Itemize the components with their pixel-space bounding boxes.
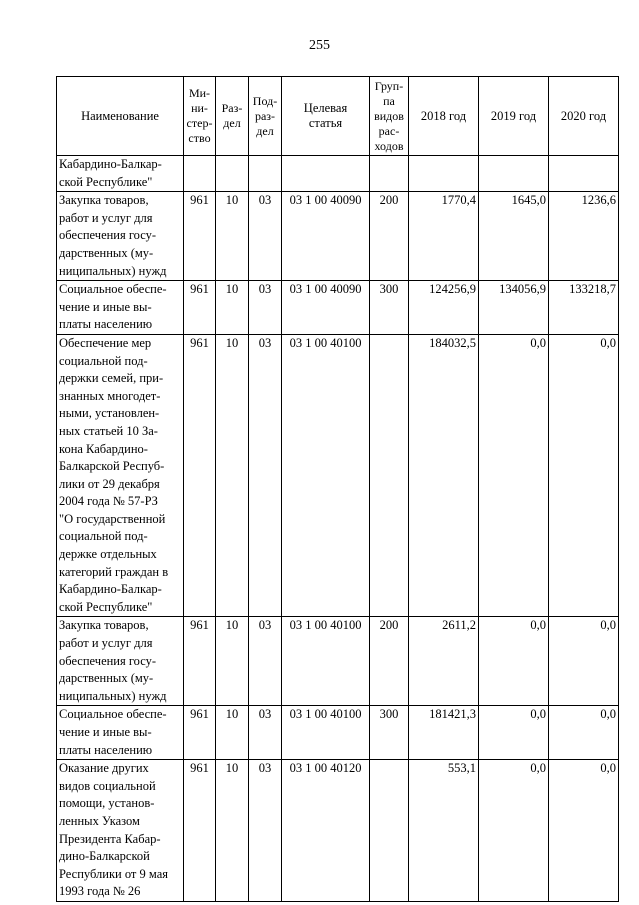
page-number: 255 [309,38,330,53]
cell-expense-group [370,156,409,192]
cell-2019 [479,156,549,192]
cell-2018 [409,156,479,192]
cell-section: 10 [216,760,249,902]
cell-name: Закупка товаров, работ и услуг для обеспечения госу- дарственных (му- ниципальных) нужд [57,192,184,281]
cell-2019: 0,0 [479,617,549,706]
cell-expense-group [370,760,409,902]
cell-subsection: 03 [249,281,282,335]
cell-2020: 133218,7 [549,281,619,335]
budget-table [56,76,619,902]
cell-target: 03 1 00 40100 [282,706,370,760]
cell-expense-group: 300 [370,706,409,760]
cell-2018: 553,1 [409,760,479,902]
cell-ministry: 961 [184,281,216,335]
cell-2019: 0,0 [479,706,549,760]
cell-target: 03 1 00 40090 [282,281,370,335]
cell-name: Социальное обеспе- чение и иные вы- платы населению [57,281,184,335]
cell-2018: 2611,2 [409,617,479,706]
cell-target: 03 1 00 40090 [282,192,370,281]
table-row [57,760,619,902]
cell-section: 10 [216,281,249,335]
cell-subsection: 03 [249,617,282,706]
cell-target [282,156,370,192]
table-row [57,281,619,335]
cell-ministry: 961 [184,706,216,760]
cell-2019: 0,0 [479,334,549,617]
cell-target: 03 1 00 40120 [282,760,370,902]
header-target: Целевая статья [282,77,370,156]
cell-expense-group: 200 [370,617,409,706]
cell-2018: 124256,9 [409,281,479,335]
table-header-row [57,77,619,156]
header-expense-group: Груп- па видов рас- ходов [370,77,409,156]
table-body [57,156,619,902]
cell-subsection: 03 [249,192,282,281]
cell-expense-group: 300 [370,281,409,335]
cell-section [216,156,249,192]
header-2018: 2018 год [409,77,479,156]
cell-2019: 1645,0 [479,192,549,281]
cell-2018: 184032,5 [409,334,479,617]
cell-name: Обеспечение мер социальной под- держки семей, при- знанных многодет- ными, установлен- ных статьей 10 За- кона Кабардино- Балкарской Респуб- лики от 29 декабря 2004 года № 57-РЗ "О государственной социальной под- держке отдельных категорий граждан в Кабардино-Балкар- ской Республике" [57,334,184,617]
cell-target: 03 1 00 40100 [282,617,370,706]
header-name-text: Наименование [81,108,159,123]
table-row [57,156,619,192]
cell-2019: 134056,9 [479,281,549,335]
cell-2019: 0,0 [479,760,549,902]
table-row [57,334,619,617]
table-row [57,192,619,281]
cell-2018: 181421,3 [409,706,479,760]
header-section: Раз- дел [216,77,249,156]
cell-2020: 0,0 [549,334,619,617]
header-subsection: Под- раз- дел [249,77,282,156]
cell-name: Закупка товаров, работ и услуг для обеспечения госу- дарственных (му- ниципальных) нужд [57,617,184,706]
cell-target: 03 1 00 40100 [282,334,370,617]
cell-2020: 0,0 [549,706,619,760]
cell-2020: 1236,6 [549,192,619,281]
cell-ministry: 961 [184,334,216,617]
cell-section: 10 [216,617,249,706]
cell-section: 10 [216,334,249,617]
cell-section: 10 [216,192,249,281]
cell-subsection [249,156,282,192]
header-name [57,77,184,156]
header-2020: 2020 год [549,77,619,156]
cell-name: Кабардино-Балкар- ской Республике" [57,156,184,192]
table-row [57,706,619,760]
cell-2018: 1770,4 [409,192,479,281]
cell-subsection: 03 [249,760,282,902]
cell-ministry: 961 [184,192,216,281]
cell-2020: 0,0 [549,617,619,706]
cell-name: Оказание других видов социальной помощи, установ- ленных Указом Президента Кабар- дино-Балкарской Республики от 9 мая 1993 года № 26 [57,760,184,902]
cell-subsection: 03 [249,334,282,617]
cell-2020: 0,0 [549,760,619,902]
header-2019: 2019 год [479,77,549,156]
header-ministry: Ми- ни- стер- ство [184,77,216,156]
cell-expense-group: 200 [370,192,409,281]
cell-ministry: 961 [184,617,216,706]
cell-2020 [549,156,619,192]
cell-name: Социальное обеспе- чение и иные вы- платы населению [57,706,184,760]
cell-section: 10 [216,706,249,760]
cell-ministry: 961 [184,760,216,902]
table-row [57,617,619,706]
cell-ministry [184,156,216,192]
cell-expense-group [370,334,409,617]
cell-subsection: 03 [249,706,282,760]
